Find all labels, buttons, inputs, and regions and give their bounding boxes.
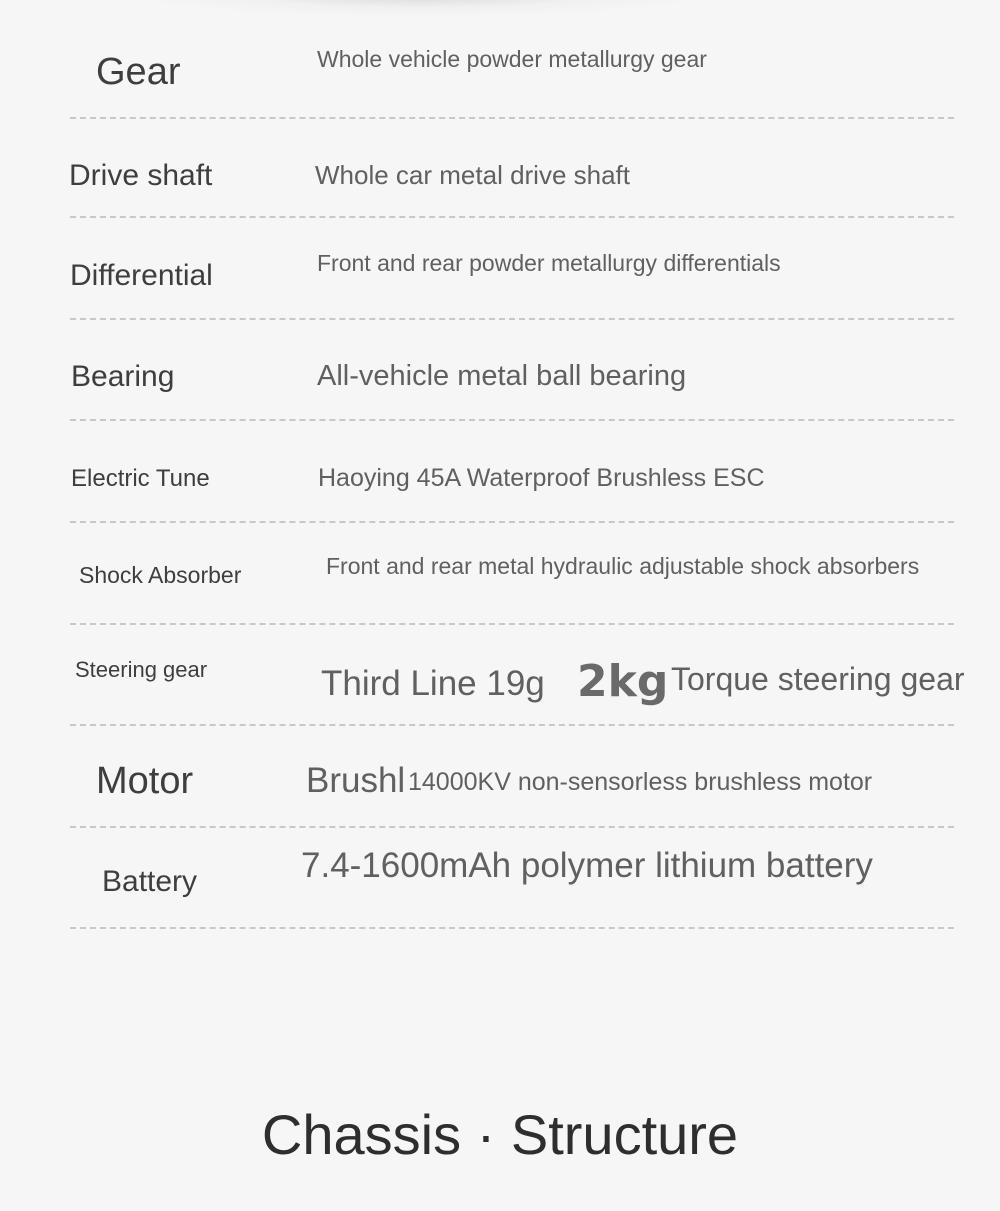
top-shadow <box>140 0 700 16</box>
motor-label: Motor <box>96 760 194 802</box>
drive-shaft-value: Whole car metal drive shaft <box>315 160 631 190</box>
separator <box>70 826 954 828</box>
separator <box>70 117 954 119</box>
bearing-label: Bearing <box>71 360 175 393</box>
battery-label: Battery <box>102 865 198 898</box>
section-title: Chassis · Structure <box>261 1103 739 1166</box>
separator <box>70 724 954 726</box>
separator <box>70 623 954 625</box>
separator <box>70 216 954 218</box>
gear-label: Gear <box>96 51 181 93</box>
separator <box>70 419 954 421</box>
shock-absorber-value: Front and rear metal hydraulic adjustable shock absorbers <box>326 553 920 579</box>
gear-value: Whole vehicle powder metallurgy gear <box>317 46 707 72</box>
shock-absorber-label: Shock Absorber <box>79 562 242 588</box>
electric-tune-value: Haoying 45A Waterproof Brushless ESC <box>318 464 765 492</box>
electric-tune-label: Electric Tune <box>71 465 210 492</box>
differential-label: Differential <box>70 259 213 292</box>
bearing-value: All-vehicle metal ball bearing <box>317 360 687 392</box>
separator <box>70 318 954 320</box>
steering-value-prefix: Third Line 19g <box>321 664 545 703</box>
motor-value-prefix: Brushl <box>306 761 406 800</box>
steering-value-suffix: Torque steering gear <box>671 661 965 697</box>
motor-value: 14000KV non-sensorless brushless motor <box>408 768 873 796</box>
separator <box>70 521 954 523</box>
differential-value: Front and rear powder metallurgy differentials <box>317 250 781 276</box>
battery-value: 7.4-1600mAh polymer lithium battery <box>301 846 873 885</box>
steering-gear-label: Steering gear <box>75 657 208 682</box>
drive-shaft-label: Drive shaft <box>69 159 213 192</box>
steering-torque-value: 2kg <box>577 656 669 707</box>
separator <box>70 927 954 929</box>
